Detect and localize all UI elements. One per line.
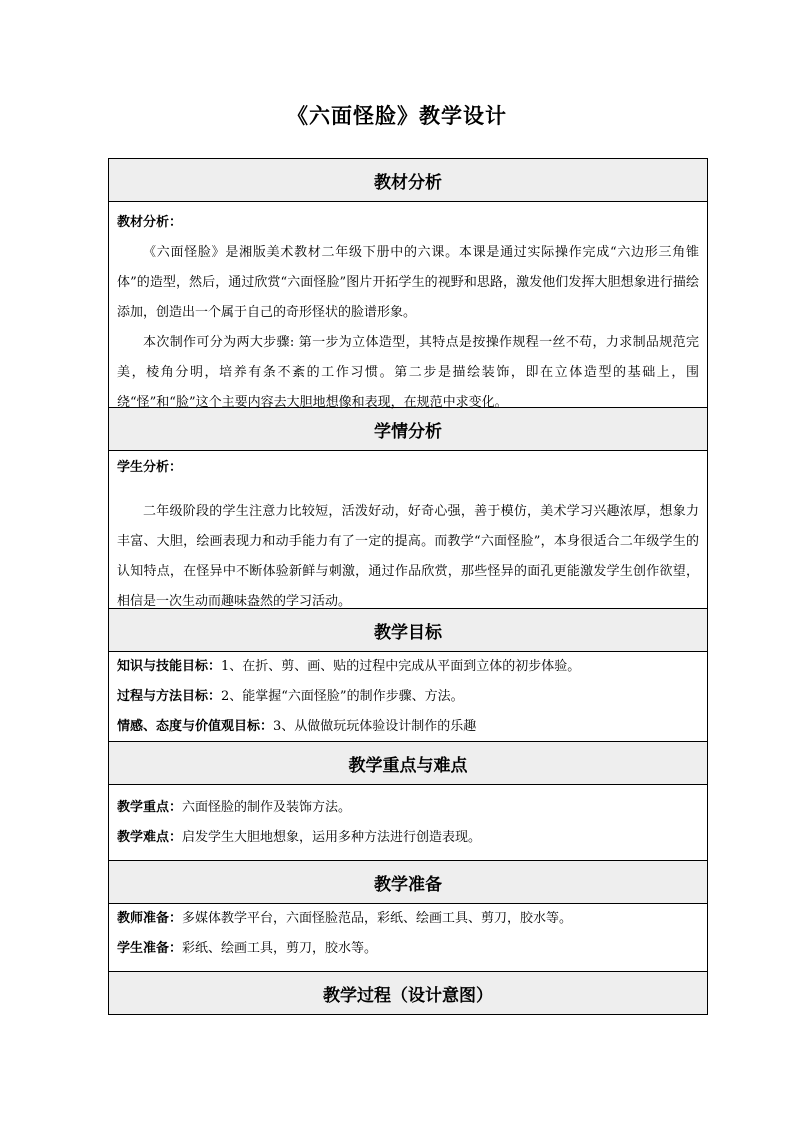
document-title: 《六面怪脸》教学设计 — [287, 103, 507, 128]
objective-emotion-label: 情感、态度与价值观目标： — [117, 719, 274, 734]
objective-knowledge-label: 知识与技能目标： — [117, 659, 222, 674]
student-analysis-paragraph: 二年级阶段的学生注意力比较短，活泼好动，好奇心强，善于模仿，美术学习兴趣浓厚，想象力丰富、大胆，绘画表现力和动手能力有了一定的提高。而教学“六面怪脸”，本身很适合二年级学生的认知特点，在怪异中不断体验新鲜与刺激，通过作品欣赏，那些怪异的面孔更能激发学生创作欲望，相信是一次生动而趣味盎然的学习活动。 — [117, 504, 699, 609]
section-body-student-analysis — [109, 451, 707, 609]
key-point-text: 六面怪脸的制作及装饰方法。 — [182, 800, 352, 815]
objective-emotion-text: 3、从做做玩玩体验设计制作的乐趣 — [273, 719, 477, 734]
difficulty-row — [117, 823, 699, 853]
section-body-preparation — [109, 904, 707, 972]
objective-process-label: 过程与方法目标： — [117, 689, 222, 704]
section-header-textbook-analysis: 教材分析 — [109, 159, 707, 202]
section-header-preparation: 教学准备 — [109, 861, 707, 904]
objective-row-process — [117, 682, 699, 712]
section-header-student-analysis: 学情分析 — [109, 408, 707, 451]
student-prep-row — [117, 934, 699, 964]
difficulty-label: 教学难点： — [117, 830, 183, 845]
student-analysis-label: 学生分析： — [117, 460, 183, 475]
student-prep-text: 彩纸、绘画工具，剪刀，胶水等。 — [182, 941, 378, 956]
section-header-teaching-process: 教学过程（设计意图） — [109, 972, 707, 1014]
key-point-row — [117, 793, 699, 823]
lesson-plan-table — [108, 158, 708, 1015]
section-body-textbook-analysis — [109, 202, 707, 408]
teacher-prep-label: 教师准备： — [117, 911, 183, 926]
objective-row-knowledge — [117, 652, 699, 682]
section-body-teaching-objectives — [109, 652, 707, 742]
section-header-teaching-objectives: 教学目标 — [109, 609, 707, 652]
textbook-analysis-paragraph-2: 本次制作可分为两大步骤: 第一步为立体造型，其特点是按操作规程一丝不苟，力求制品规范完美，棱角分明，培养有条不紊的工作习惯。第二步是描绘装饰，即在立体造型的基础上，围绕“怪”和“脸”这个主要内容去大胆地想像和表现，在规范中求变化。 — [117, 335, 699, 410]
section-header-key-points: 教学重点与难点 — [109, 742, 707, 785]
student-prep-label: 学生准备： — [117, 941, 183, 956]
key-point-label: 教学重点： — [117, 800, 183, 815]
objective-knowledge-text: 1、在折、剪、画、贴的过程中完成从平面到立体的初步体验。 — [221, 659, 581, 674]
teacher-prep-text: 多媒体教学平台，六面怪脸范品，彩纸、绘画工具、剪刀，胶水等。 — [182, 911, 573, 926]
section-body-key-points — [109, 785, 707, 861]
textbook-analysis-label: 教材分析： — [117, 215, 183, 230]
objective-process-text: 2、能掌握“六面怪脸”的制作步骤、方法。 — [221, 689, 464, 704]
difficulty-text: 启发学生大胆地想象，运用多种方法进行创造表现。 — [182, 830, 482, 845]
textbook-analysis-paragraph-1: 《六面怪脸》是湘版美术教材二年级下册中的六课。本课是通过实际操作完成“六边形三角锥体”的造型，然后，通过欣赏“六面怪脸”图片开拓学生的视野和思路，激发他们发挥大胆想象进行描绘添加，创造出一个属于自己的奇形怪状的脸谱形象。 — [117, 245, 699, 320]
teacher-prep-row — [117, 904, 699, 934]
objective-row-emotion — [117, 712, 699, 742]
